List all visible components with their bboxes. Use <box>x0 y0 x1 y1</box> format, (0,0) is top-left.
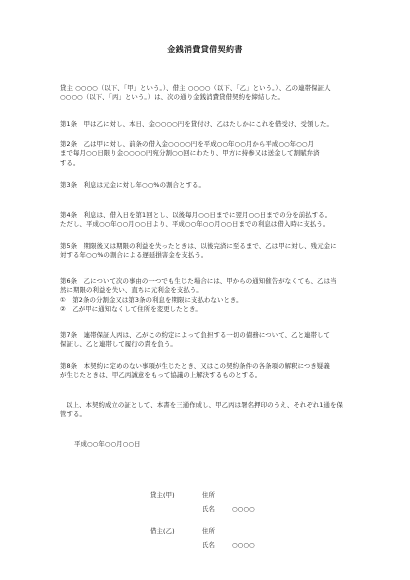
party-lender <box>150 491 255 515</box>
article-line: が生じたときは、甲乙丙誠意をもって協議の上解決するものとする。 <box>60 371 262 380</box>
article-line: 第8条 本契約に定めのない事項が生じたとき、又はこの契約条件の各条項の解釈につき疑義 <box>60 362 330 370</box>
closing-line: 管する。 <box>60 410 86 419</box>
closing-paragraph <box>60 401 372 420</box>
article-line: 第7条 連帯保証人丙は、乙がこの約定によって負担する一切の債務について、乙と連帯して <box>60 331 331 339</box>
article-5 <box>60 242 372 261</box>
document-title: 金銭消費貸借契約書 <box>167 45 243 54</box>
article-6 <box>60 277 372 314</box>
party-role: 借主(乙) <box>150 527 175 535</box>
article-line: 第2条 乙は甲に対し、前条の借入金○○○○円を平成○○年○○月から平成○○年○○月 <box>60 140 315 148</box>
article-line: 保証し、乙と連帯して履行の責を負う。 <box>60 340 177 349</box>
party-name: ○○○○ <box>232 541 255 550</box>
article-line: 第3条 利息は元金に対し年○○%の割合とする。 <box>60 181 206 189</box>
article-line: 第1条 甲は乙に対し、本日、金○○○○円を貸付け、乙はたしかにこれを借受け、受領した。 <box>60 120 334 128</box>
article-sub-item: ② 乙が甲に通知なくして住所を変更したとき。 <box>60 304 202 313</box>
article-4 <box>60 211 372 230</box>
article-7 <box>60 331 372 350</box>
article-1 <box>60 120 372 129</box>
intro-line: ○○○○（以下、「丙」という。）は、次の通り金銭消費貸借契約を締結した。 <box>60 93 285 102</box>
name-label: 氏名 <box>202 505 215 514</box>
party-borrower <box>150 527 255 551</box>
article-line: まで毎月○○日限り金○○○○円宛分割○○回にわたり、甲方に持参又は送金して割賦弁済 <box>60 149 320 158</box>
article-line: 第4条 利息は、借入日を第1回とし、以後毎月○○日までに翌月○○日までの分を前払する。 <box>60 211 332 219</box>
party-name: ○○○○ <box>232 505 255 514</box>
contract-date: 平成○○年○○月○○日 <box>74 440 141 448</box>
article-line: する。 <box>60 158 80 167</box>
article-8 <box>60 362 372 381</box>
party-role: 貸主(甲) <box>150 491 175 499</box>
article-3 <box>60 181 372 190</box>
closing-line: 以上、本契約成立の証として、本書を三通作成し、甲乙丙は署名押印のうえ、それぞれ1通を保 <box>66 401 344 409</box>
intro-line: 貸主 ○○○○（以下、「甲」という。）、借主 ○○○○（以下、「乙」という。）、乙の連帯保証人 <box>60 84 331 92</box>
article-line: 対する年○○%の割合による遅延損害金を支払う。 <box>60 251 208 260</box>
party-role-spacer <box>150 505 202 514</box>
address-label: 住所 <box>202 491 215 499</box>
party-role-spacer <box>150 541 202 550</box>
name-label: 氏名 <box>202 541 215 550</box>
intro-paragraph <box>60 84 372 103</box>
article-line: 第6条 乙について次の事由の一つでも生じた場合には、甲からの通知催告がなくても、乙は当 <box>60 277 337 285</box>
article-2 <box>60 140 372 168</box>
article-line: ただし、平成○○年○○月○○日より、平成○○年○○月○○日までの利息は借入時に支払う。 <box>60 220 330 229</box>
address-label: 住所 <box>202 527 215 535</box>
article-sub-item: ① 第2条の分割金又は第3条の利息を期限に支払わないとき。 <box>60 295 243 304</box>
article-line: 第5条 期限後又は期限の利益を失ったときは、以後完済に至るまで、乙は甲に対し、残元金に <box>60 242 337 250</box>
article-line: 然に期限の利益を失い、直ちに元利金を支払う。 <box>60 286 203 295</box>
